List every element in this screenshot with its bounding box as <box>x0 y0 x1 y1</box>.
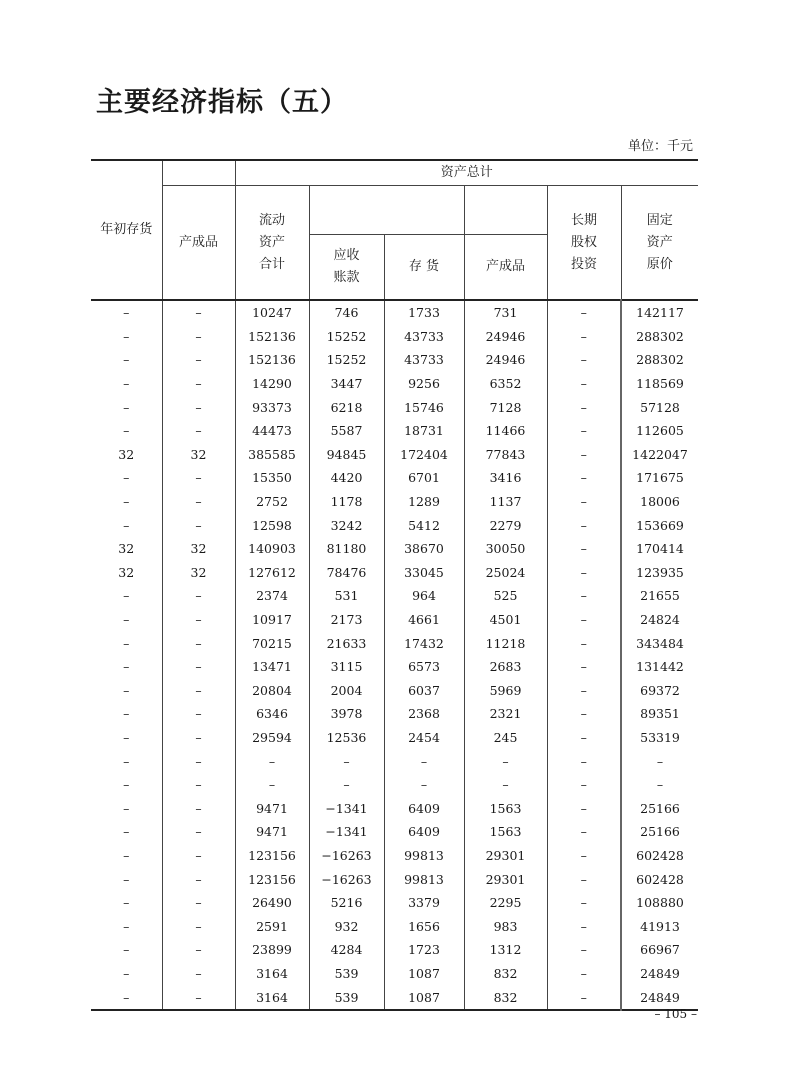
table-cell: 602428 <box>621 844 698 868</box>
table-cell: – <box>162 348 235 372</box>
table-row <box>91 914 698 938</box>
header-line: 账款 <box>333 270 360 285</box>
table-body <box>91 300 698 1010</box>
table-cell: 29594 <box>235 726 309 750</box>
table-cell: – <box>547 914 621 938</box>
table-cell: 746 <box>309 300 384 325</box>
table-row <box>91 561 698 585</box>
table-cell: 6218 <box>309 395 384 419</box>
header-receivables <box>309 235 384 301</box>
table-cell: – <box>91 584 162 608</box>
table-cell: – <box>162 985 235 1010</box>
table-cell: 24849 <box>621 962 698 986</box>
header-line: 流动 <box>258 212 285 228</box>
table-cell: 29301 <box>464 844 547 868</box>
table-cell: 25024 <box>464 561 547 585</box>
table-cell: 9256 <box>384 372 464 396</box>
header-empty-cell <box>464 186 547 235</box>
table-cell: −16263 <box>309 844 384 868</box>
table-cell: 6409 <box>384 796 464 820</box>
table-cell: 2683 <box>464 655 547 679</box>
table-cell: 140903 <box>235 537 309 561</box>
table-cell: 25166 <box>621 796 698 820</box>
table-cell: 5412 <box>384 513 464 537</box>
table-cell: 1733 <box>384 300 464 325</box>
table-cell: – <box>91 914 162 938</box>
table-cell: – <box>547 749 621 773</box>
table-cell: 152136 <box>235 325 309 349</box>
table-cell: 6573 <box>384 655 464 679</box>
table-cell: 385585 <box>235 443 309 467</box>
table-cell: 23899 <box>235 938 309 962</box>
table-cell: 12536 <box>309 726 384 750</box>
header-fixed-assets-original <box>621 186 698 301</box>
table-cell: 11466 <box>464 419 547 443</box>
table-cell: – <box>162 914 235 938</box>
table-cell: – <box>91 844 162 868</box>
table-cell: 112605 <box>621 419 698 443</box>
table-cell: 6346 <box>235 702 309 726</box>
table-cell: 53319 <box>621 726 698 750</box>
table-cell: – <box>91 773 162 797</box>
table-cell: – <box>91 726 162 750</box>
table-cell: 288302 <box>621 325 698 349</box>
table-row <box>91 985 698 1010</box>
table-cell: – <box>91 490 162 514</box>
table-cell: 3447 <box>309 372 384 396</box>
table-cell: 25166 <box>621 820 698 844</box>
table-cell: – <box>384 749 464 773</box>
table-cell: – <box>91 679 162 703</box>
table-row <box>91 419 698 443</box>
table-cell: 131442 <box>621 655 698 679</box>
header-line: 资产 <box>258 234 285 250</box>
table-cell: – <box>91 820 162 844</box>
table-cell: 118569 <box>621 372 698 396</box>
table-cell: 32 <box>162 561 235 585</box>
table-cell: 15746 <box>384 395 464 419</box>
table-cell: 81180 <box>309 537 384 561</box>
table-cell: 44473 <box>235 419 309 443</box>
table-cell: – <box>91 513 162 537</box>
table-cell: – <box>547 372 621 396</box>
table-cell: – <box>547 867 621 891</box>
table-cell: 171675 <box>621 466 698 490</box>
table-cell: 32 <box>162 537 235 561</box>
table-cell: 33045 <box>384 561 464 585</box>
table-cell: – <box>621 773 698 797</box>
table-cell: – <box>547 490 621 514</box>
table-cell: 18731 <box>384 419 464 443</box>
table-row <box>91 962 698 986</box>
header-opening-inventory: 年初存货 <box>91 160 162 300</box>
header-line: 股权 <box>570 234 597 250</box>
table-cell: – <box>547 631 621 655</box>
table-cell: 2454 <box>384 726 464 750</box>
header-long-term-equity <box>547 186 621 301</box>
table-cell: 24849 <box>621 985 698 1010</box>
table-cell: 30050 <box>464 537 547 561</box>
table-row <box>91 300 698 325</box>
table-cell: 5216 <box>309 891 384 915</box>
table-cell: – <box>162 726 235 750</box>
table-cell: – <box>621 749 698 773</box>
table-cell: – <box>162 584 235 608</box>
table-cell: – <box>547 962 621 986</box>
table-cell: – <box>91 325 162 349</box>
table-cell: – <box>547 655 621 679</box>
table-row <box>91 773 698 797</box>
table-cell: – <box>547 466 621 490</box>
table-cell: 38670 <box>384 537 464 561</box>
table-row <box>91 679 698 703</box>
table-cell: – <box>91 985 162 1010</box>
table-cell: 343484 <box>621 631 698 655</box>
table-cell: – <box>162 608 235 632</box>
table-cell: 2591 <box>235 914 309 938</box>
table-cell: 2295 <box>464 891 547 915</box>
table-row <box>91 938 698 962</box>
table-row <box>91 490 698 514</box>
table-cell: – <box>91 466 162 490</box>
table-cell: – <box>162 490 235 514</box>
table-cell: 17432 <box>384 631 464 655</box>
table-cell: 525 <box>464 584 547 608</box>
table-cell: – <box>162 679 235 703</box>
table-cell: 3978 <box>309 702 384 726</box>
table-cell: 24824 <box>621 608 698 632</box>
table-cell: – <box>464 749 547 773</box>
table-cell: – <box>162 796 235 820</box>
table-cell: 32 <box>162 443 235 467</box>
table-cell: 1087 <box>384 985 464 1010</box>
table-cell: – <box>309 749 384 773</box>
table-cell: – <box>547 584 621 608</box>
table-cell: – <box>235 773 309 797</box>
table-cell: – <box>162 867 235 891</box>
table-cell: 77843 <box>464 443 547 467</box>
table-cell: 731 <box>464 300 547 325</box>
table-cell: – <box>162 300 235 325</box>
table-cell: 32 <box>91 561 162 585</box>
table-row <box>91 443 698 467</box>
table-cell: – <box>162 820 235 844</box>
table-cell: 3164 <box>235 985 309 1010</box>
table-cell: – <box>547 300 621 325</box>
table-cell: 3416 <box>464 466 547 490</box>
table-cell: 57128 <box>621 395 698 419</box>
table-cell: – <box>547 443 621 467</box>
table-cell: – <box>162 773 235 797</box>
table-cell: 93373 <box>235 395 309 419</box>
header-line: 长期 <box>570 212 597 228</box>
table-cell: 142117 <box>621 300 698 325</box>
table-row <box>91 537 698 561</box>
table-cell: 1723 <box>384 938 464 962</box>
table-cell: – <box>162 891 235 915</box>
table-row <box>91 796 698 820</box>
table-cell: 99813 <box>384 867 464 891</box>
page-number: – 105 – <box>654 1007 697 1021</box>
table-cell: 41913 <box>621 914 698 938</box>
table-cell: 1289 <box>384 490 464 514</box>
table-cell: 21655 <box>621 584 698 608</box>
table-cell: – <box>235 749 309 773</box>
table-cell: – <box>162 419 235 443</box>
table-cell: 245 <box>464 726 547 750</box>
table-cell: – <box>547 891 621 915</box>
table-row <box>91 584 698 608</box>
economic-indicators-table <box>91 159 698 1011</box>
table-row <box>91 608 698 632</box>
table-cell: 5969 <box>464 679 547 703</box>
table-cell: 10917 <box>235 608 309 632</box>
table-cell: 43733 <box>384 348 464 372</box>
table-cell: – <box>162 749 235 773</box>
table-cell: 89351 <box>621 702 698 726</box>
table-cell: – <box>464 773 547 797</box>
table-cell: 6352 <box>464 372 547 396</box>
table-row <box>91 348 698 372</box>
header-line: 投资 <box>570 256 597 272</box>
table-cell: – <box>547 419 621 443</box>
table-cell: 932 <box>309 914 384 938</box>
table-cell: 539 <box>309 962 384 986</box>
table-cell: 24946 <box>464 348 547 372</box>
table-cell: – <box>91 655 162 679</box>
table-cell: 4420 <box>309 466 384 490</box>
table-cell: 3242 <box>309 513 384 537</box>
table-cell: – <box>91 749 162 773</box>
table-cell: 4284 <box>309 938 384 962</box>
table-row <box>91 513 698 537</box>
table-cell: 78476 <box>309 561 384 585</box>
table-cell: 832 <box>464 985 547 1010</box>
table-cell: 602428 <box>621 867 698 891</box>
table-row <box>91 655 698 679</box>
table-cell: −16263 <box>309 867 384 891</box>
table-row <box>91 749 698 773</box>
table-cell: 7128 <box>464 395 547 419</box>
table-cell: – <box>91 891 162 915</box>
table-cell: 32 <box>91 443 162 467</box>
table-cell: – <box>91 796 162 820</box>
table-cell: 11218 <box>464 631 547 655</box>
table-cell: 1563 <box>464 820 547 844</box>
table-cell: 2173 <box>309 608 384 632</box>
table-row <box>91 631 698 655</box>
table-cell: 3115 <box>309 655 384 679</box>
table-row <box>91 891 698 915</box>
table-cell: – <box>91 372 162 396</box>
table-cell: – <box>91 631 162 655</box>
table-cell: – <box>547 820 621 844</box>
table-cell: 10247 <box>235 300 309 325</box>
header-empty-cell <box>162 160 235 186</box>
header-current-assets-total <box>235 186 309 301</box>
table-cell: – <box>547 985 621 1010</box>
table-cell: 69372 <box>621 679 698 703</box>
header-inventory: 存 货 <box>384 235 464 301</box>
table-cell: – <box>91 348 162 372</box>
table-cell: 1087 <box>384 962 464 986</box>
table-cell: 9471 <box>235 796 309 820</box>
header-line: 资产 <box>646 234 673 250</box>
table-cell: 2279 <box>464 513 547 537</box>
table-row <box>91 702 698 726</box>
table-cell: 1312 <box>464 938 547 962</box>
table-cell: 2368 <box>384 702 464 726</box>
table-cell: 21633 <box>309 631 384 655</box>
table-cell: – <box>162 844 235 868</box>
table-cell: – <box>91 608 162 632</box>
header-line: 原价 <box>646 256 673 272</box>
table-cell: 3379 <box>384 891 464 915</box>
unit-label: 单位：千元 <box>627 139 693 154</box>
table-cell: – <box>547 325 621 349</box>
table-cell: 15252 <box>309 325 384 349</box>
table-cell: 539 <box>309 985 384 1010</box>
table-cell: 14290 <box>235 372 309 396</box>
table-cell: 99813 <box>384 844 464 868</box>
table-cell: – <box>91 300 162 325</box>
table-cell: 43733 <box>384 325 464 349</box>
table-cell: 66967 <box>621 938 698 962</box>
table-cell: 288302 <box>621 348 698 372</box>
table-cell: 15350 <box>235 466 309 490</box>
table-cell: 18006 <box>621 490 698 514</box>
table-cell: – <box>162 655 235 679</box>
table-row <box>91 395 698 419</box>
table-cell: 1422047 <box>621 443 698 467</box>
table-cell: 26490 <box>235 891 309 915</box>
table-cell: – <box>547 773 621 797</box>
table-cell: – <box>547 726 621 750</box>
table-cell: 29301 <box>464 867 547 891</box>
table-cell: 6701 <box>384 466 464 490</box>
table-cell: 2004 <box>309 679 384 703</box>
table-cell: 1178 <box>309 490 384 514</box>
table-cell: – <box>547 796 621 820</box>
table-cell: 2374 <box>235 584 309 608</box>
table-cell: – <box>384 773 464 797</box>
table-cell: – <box>91 395 162 419</box>
table-cell: – <box>547 537 621 561</box>
table-cell: 94845 <box>309 443 384 467</box>
table-cell: – <box>162 938 235 962</box>
table-cell: – <box>91 938 162 962</box>
table-cell: 172404 <box>384 443 464 467</box>
table-cell: – <box>91 419 162 443</box>
table-cell: – <box>309 773 384 797</box>
header-total-assets-group: 资产总计 <box>235 160 698 186</box>
table-cell: – <box>162 513 235 537</box>
page-title: 主要经济指标（五） <box>96 87 348 118</box>
header-line: 合计 <box>258 256 285 272</box>
table-cell: – <box>162 962 235 986</box>
table-cell: – <box>547 702 621 726</box>
table-cell: 1563 <box>464 796 547 820</box>
table-cell: −1341 <box>309 796 384 820</box>
table-cell: 32 <box>91 537 162 561</box>
table-row <box>91 820 698 844</box>
table-cell: – <box>162 702 235 726</box>
table-cell: – <box>91 867 162 891</box>
table-cell: 531 <box>309 584 384 608</box>
table-cell: 9471 <box>235 820 309 844</box>
table-cell: 123156 <box>235 867 309 891</box>
header-finished-goods: 产成品 <box>162 186 235 301</box>
header-line: 固定 <box>646 212 673 228</box>
table-cell: 3164 <box>235 962 309 986</box>
table-cell: – <box>547 348 621 372</box>
table-cell: 108880 <box>621 891 698 915</box>
table-cell: – <box>547 608 621 632</box>
table-row <box>91 325 698 349</box>
table-cell: – <box>162 631 235 655</box>
table-cell: 13471 <box>235 655 309 679</box>
table-cell: 15252 <box>309 348 384 372</box>
table-cell: – <box>547 844 621 868</box>
table-cell: – <box>547 679 621 703</box>
table-cell: 964 <box>384 584 464 608</box>
table-cell: – <box>162 466 235 490</box>
table-cell: – <box>91 962 162 986</box>
table-cell: 983 <box>464 914 547 938</box>
table-cell: – <box>91 702 162 726</box>
table-cell: 123935 <box>621 561 698 585</box>
table-cell: 832 <box>464 962 547 986</box>
table-cell: 12598 <box>235 513 309 537</box>
header-line: 应收 <box>333 248 360 263</box>
table-cell: – <box>547 513 621 537</box>
header-inventory-finished-goods: 产成品 <box>464 235 547 301</box>
table-cell: – <box>547 938 621 962</box>
table-cell: 6409 <box>384 820 464 844</box>
table-row <box>91 372 698 396</box>
table-cell: 1656 <box>384 914 464 938</box>
table-cell: 6037 <box>384 679 464 703</box>
table-cell: 4501 <box>464 608 547 632</box>
table-cell: 2752 <box>235 490 309 514</box>
table-cell: 170414 <box>621 537 698 561</box>
table-cell: 70215 <box>235 631 309 655</box>
table-row <box>91 844 698 868</box>
table-cell: −1341 <box>309 820 384 844</box>
table-row <box>91 867 698 891</box>
table-cell: 153669 <box>621 513 698 537</box>
table-cell: 127612 <box>235 561 309 585</box>
table-cell: – <box>547 395 621 419</box>
table-cell: 24946 <box>464 325 547 349</box>
table-cell: 4661 <box>384 608 464 632</box>
table-cell: – <box>547 561 621 585</box>
header-empty-cell <box>309 186 464 235</box>
table-header <box>91 160 698 300</box>
table-row <box>91 726 698 750</box>
table-cell: 1137 <box>464 490 547 514</box>
table-cell: – <box>162 395 235 419</box>
table-cell: 5587 <box>309 419 384 443</box>
table-row <box>91 466 698 490</box>
table-cell: – <box>162 325 235 349</box>
table-cell: 123156 <box>235 844 309 868</box>
table-cell: 20804 <box>235 679 309 703</box>
table-cell: – <box>162 372 235 396</box>
table-cell: 2321 <box>464 702 547 726</box>
table-cell: 152136 <box>235 348 309 372</box>
